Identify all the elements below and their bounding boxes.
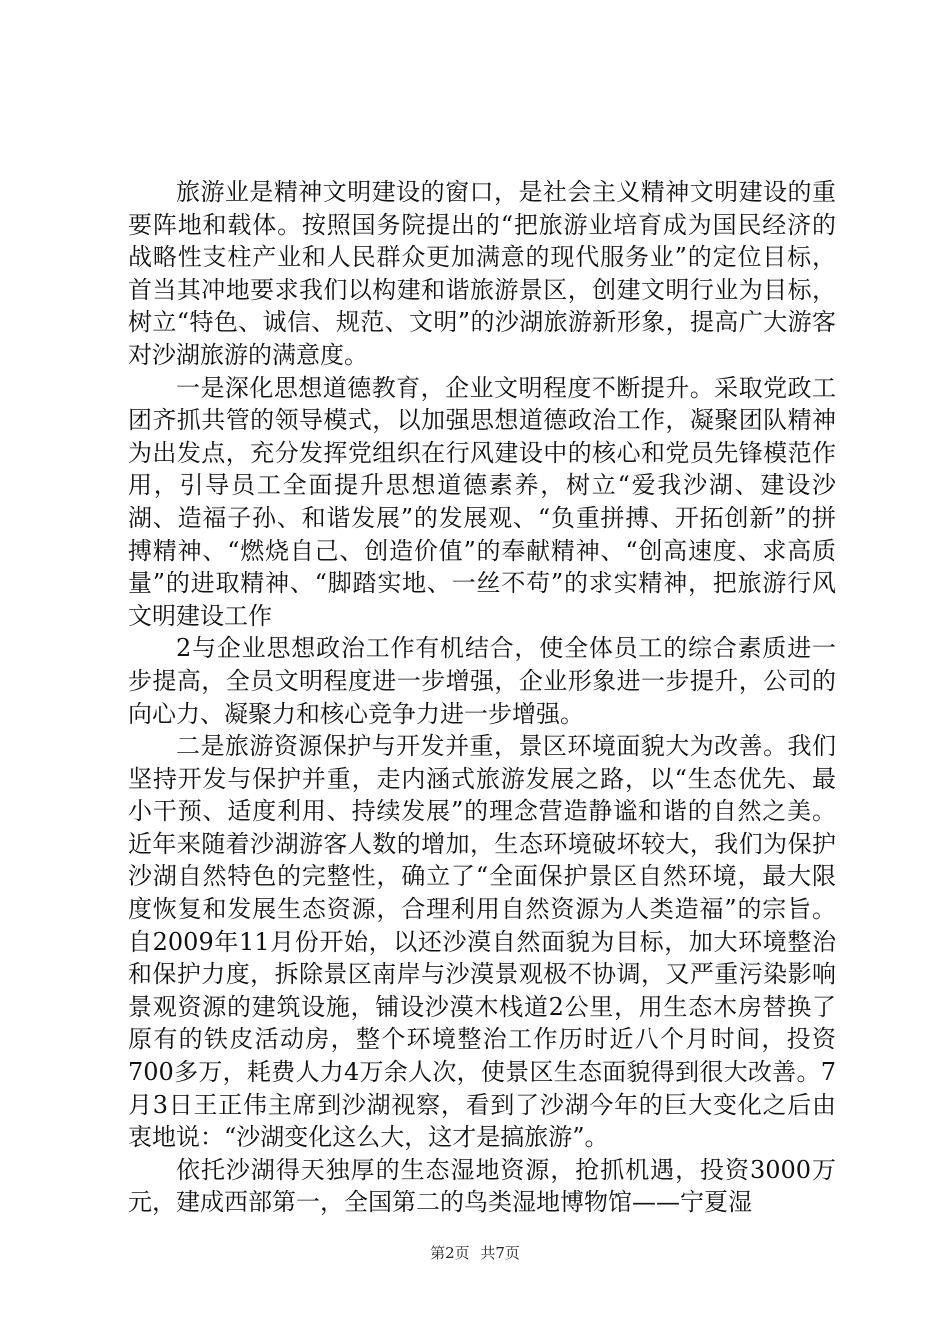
paragraph-wetland-museum: 依托沙湖得天独厚的生态湿地资源，抢抓机遇，投资3000万元，建成西部第一，全国第二的鸟类湿地博物馆——宁夏湿 xyxy=(128,1155,836,1217)
body-text xyxy=(128,176,836,1219)
paragraph-intro: 旅游业是精神文明建设的窗口，是社会主义精神文明建设的重要阵地和载体。按照国务院提出的“把旅游业培育成为国民经济的战略性支柱产业和人民群众更加满意的现代服务业”的定位目标，首当其冲地要求我们以构建和谐旅游景区，创建文明行业为目标，树立“特色、诚信、规范、文明”的沙湖旅游新形象，提高广大游客对沙湖旅游的满意度。 xyxy=(128,178,836,369)
page-footer xyxy=(0,1242,950,1263)
page-number: 第2页 xyxy=(430,1244,470,1262)
paragraph-moral-education: 一是深化思想道德教育，企业文明程度不断提升。采取党政工团齐抓共管的领导模式，以加强思想道德政治工作，凝聚团队精神为出发点，充分发挥党组织在行风建设中的核心和党员先锋模范作用，引导员工全面提升思想道德素养，树立“爱我沙湖、建设沙湖、造福子孙、和谐发展”的发展观、“负重拼搏、开拓创新”的拼搏精神、“燃烧自己、创造价值”的奉献精神、“创高速度、求高质量”的进取精神、“脚踏实地、一丝不苟”的求实精神，把旅游行风文明建设工作 xyxy=(128,373,836,630)
paragraph-integration: 2与企业思想政治工作有机结合，使全体员工的综合素质进一步提高，全员文明程度进一步增强，企业形象进一步提升，公司的向心力、凝聚力和核心竞争力进一步增强。 xyxy=(128,634,836,728)
page-total: 共7页 xyxy=(480,1244,520,1262)
paragraph-resource-protection: 二是旅游资源保护与开发并重，景区环境面貌大为改善。我们坚持开发与保护并重，走内涵式旅游发展之路，以“生态优先、最小干预、适度利用、持续发展”的理念营造静谧和谐的自然之美。近年来随着沙湖游客人数的增加，生态环境破坏较大，我们为保护沙湖自然特色的完整性，确立了“全面保护景区自然环境，最大限度恢复和发展生态资源，合理利用自然资源为人类造福”的宗旨。自2009年11月份开始，以还沙漠自然面貌为目标，加大环境整治和保护力度，拆除景区南岸与沙漠景观极不协调，又严重污染影响景观资源的建筑设施，铺设沙漠木栈道2公里，用生态木房替换了原有的铁皮活动房，整个环境整治工作历时近八个月时间，投资700多万，耗费人力4万余人次，使景区生态面貌得到很大改善。7月3日王正伟主席到沙湖视察，看到了沙湖今年的巨大变化之后由衷地说：“沙湖变化这么大，这才是搞旅游”。 xyxy=(128,732,836,1152)
